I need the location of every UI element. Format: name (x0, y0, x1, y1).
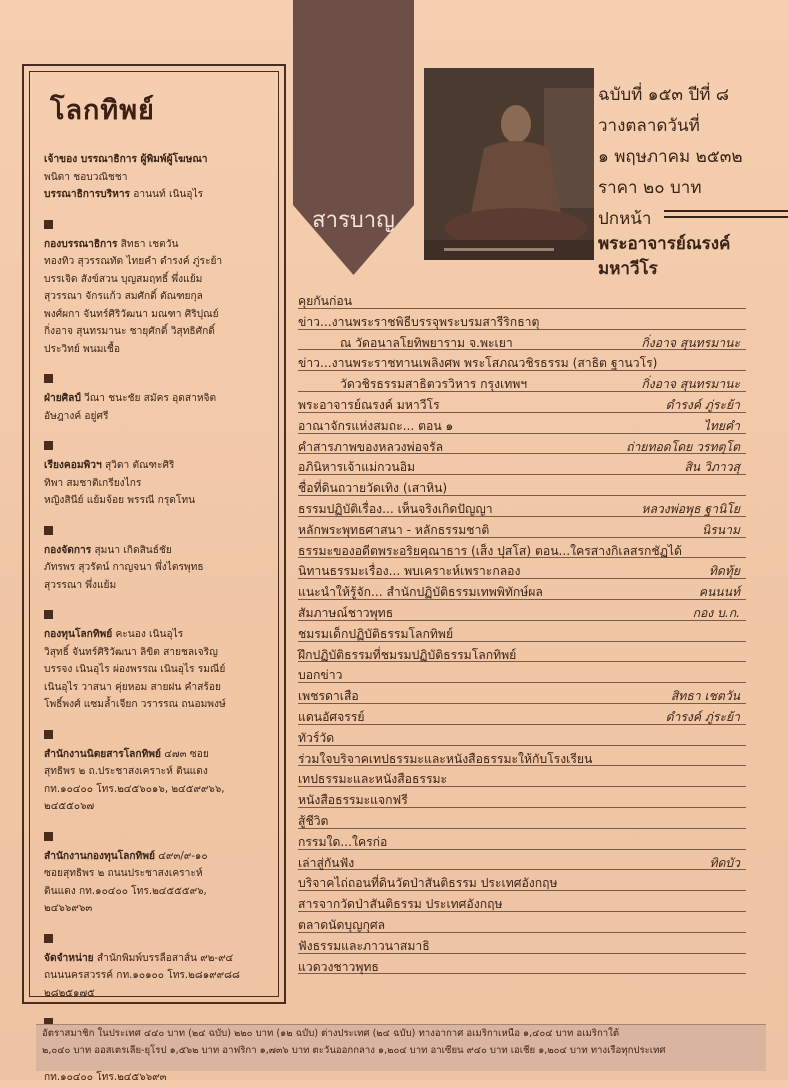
toc-title: สารจากวัดป่าสันติธรรม ประเทศอังกฤษ (298, 897, 503, 912)
masthead-names: สุวรรณา จักรแก้ว สมศักดิ์ ตัณฑยกุล (44, 291, 203, 302)
masthead-line (44, 967, 268, 985)
masthead-names: หญิงสินีย์ แย้มจ้อย พรรณี กรุดโทน (44, 495, 196, 506)
toc-author: นิรนาม (701, 522, 740, 537)
masthead-names: กิ่งอาจ สุนทรมานะ ชายุศักดิ์ วิสุทธิศักดิ์ (44, 326, 215, 337)
masthead-names: กท.๑๐๔๐๐ โทร.๒๔๕๖๖๙๓ (44, 1072, 167, 1083)
masthead-names: ๒๔๖๖๙๖๓ (44, 903, 93, 914)
section-marker (44, 220, 53, 229)
masthead-names: ๔๙๓/๙-๑๐ (154, 850, 208, 862)
issue-price: ราคา ๒๐ บาท (598, 178, 702, 198)
toc-title: ชมรมเด็กปฏิบัติธรรมโลกทิพย์ (298, 626, 454, 641)
subscription-rates (36, 1024, 766, 1071)
toc-title: ณ วัดอนาลโยทิพยาราม จ.พะเยา (340, 335, 513, 350)
toc-title: หลักพระพุทธศาสนา - หลักธรรมชาติ (298, 522, 490, 537)
masthead-line (44, 236, 268, 254)
masthead-names: คะนอง เนินอุไร (112, 629, 184, 640)
toc-leader-line (298, 682, 746, 683)
masthead-role: กองทุนโลกทิพย์ (44, 629, 113, 640)
toc-title: ข่าว...งานพระราชพิธีบรรจุพระบรมสารีริกธาตุ (298, 314, 540, 329)
masthead-names: ทองทิว สุวรรณทัต ไทยคำ ดำรงค์ ภู่ระย้า (44, 256, 223, 267)
toc-row (298, 311, 788, 332)
masthead-section (44, 829, 268, 918)
toc-title: ทัวร์วัด (298, 730, 335, 745)
masthead-names: ภัทรพร สุวรัตน์ กาญจนา พึ่งไตรพุทธ (44, 562, 204, 573)
masthead-line (44, 408, 268, 426)
cover-person-surname: มหาวีโร (598, 259, 658, 279)
toc-author: กอง บ.ก. (692, 605, 740, 620)
masthead-names: ถนนนครสวรรค์ กท.๑๐๑๐๐ โทร.๒๘๑๙๙๘๘ (44, 970, 240, 981)
toc-row (298, 831, 788, 852)
masthead-line (44, 492, 268, 510)
masthead-line (44, 577, 268, 595)
masthead-names: บรรเจิด สังข์สวน บุญสมฤทธิ์ พึ่งแย้ม (44, 273, 203, 285)
section-marker (44, 526, 53, 535)
toc-row (298, 519, 788, 540)
toc-author: สิทธา เชตวัน (670, 689, 740, 704)
masthead-line (44, 883, 268, 901)
masthead-line (44, 644, 268, 662)
toc-row (298, 852, 788, 873)
toc-title: เพชรดาเสือ (298, 689, 359, 704)
issue-number: ฉบับที่ ๑๕๓ ปีที่ ๘ (598, 85, 729, 105)
toc-row (298, 498, 788, 519)
toc-author: ทิดทุ้ย (708, 564, 740, 579)
toc-author: กิ่งอาจ สุนทรมานะ (641, 377, 740, 392)
masthead-line (44, 390, 268, 408)
toc-row (298, 540, 788, 561)
masthead-line (44, 475, 268, 493)
masthead-line (44, 900, 268, 918)
masthead-names: ซอยสุทธิพร ๒ ถนนประชาสงเคราะห์ (44, 868, 203, 879)
masthead-line (44, 186, 268, 204)
masthead-names: สำนักพิมพ์บรรลือสาส์น ๙๒-๙๔ (93, 952, 234, 964)
toc-author: ดำรงค์ ภู่ระย้า (665, 709, 740, 724)
toc-row (298, 415, 788, 436)
cover-person (598, 232, 730, 282)
masthead-role: สำนักงานนิตยสารโลกทิพย์ (44, 748, 161, 760)
masthead-section (44, 523, 268, 595)
toc-author: คนนนท์ (698, 585, 740, 600)
masthead-names: สุวิดา ตัณฑะศิริ (101, 460, 175, 471)
section-marker (44, 832, 53, 841)
toc-title: บอกข่าว (298, 668, 343, 683)
toc-title: คำสารภาพของหลวงพ่อจรัล (298, 439, 444, 454)
toc-leader-line (298, 828, 746, 829)
masthead-line (44, 661, 268, 679)
masthead-role: กองจัดการ (44, 544, 92, 556)
masthead-role: ฝ่ายศิลป์ (44, 393, 81, 404)
masthead-role: เจ้าของ บรรณาธิการ ผู้พิมพ์ผู้โฆษณา (44, 154, 208, 165)
toc-title: อาณาจักรแห่งสมถะ... ตอน ๑ (298, 418, 454, 433)
masthead-line (44, 323, 268, 341)
contents-title: สารบาญ (312, 208, 395, 233)
toc-row (298, 789, 788, 810)
masthead-box (22, 64, 286, 1083)
toc-leader-line (298, 308, 746, 309)
section-marker (44, 374, 53, 383)
toc-author: ถ่ายทอดโดย วรทตุโต (626, 439, 740, 454)
masthead-names: พงศ์ผกา จันทร์ศิริวัฒนา มณฑา ศิริปุณย์ (44, 308, 219, 320)
issue-release-label: วางตลาดวันที่ (598, 116, 700, 136)
masthead-line (44, 151, 268, 169)
masthead-sections (44, 151, 268, 1087)
toc-row (298, 810, 788, 831)
toc-row (298, 644, 788, 665)
masthead-line (44, 288, 268, 306)
masthead-line (44, 763, 268, 781)
masthead-line (44, 559, 268, 577)
masthead-role: เรียงคอมพิวฯ (44, 460, 102, 471)
masthead-names: ๒๘๒๕๑๗๕ (44, 987, 95, 999)
masthead-logo: โลกทิพย์ (50, 95, 155, 126)
masthead-names: ๔๗๓ ซอย (160, 748, 209, 760)
toc-row (298, 706, 788, 727)
toc-title: บริจาคไถ่ถอนที่ดินวัดป่าสันติธรรม ประเทศอังกฤษ (298, 876, 558, 891)
masthead-names: ดินแดง กท.๑๐๔๐๐ โทร.๒๔๕๕๕๙๖, (44, 885, 207, 897)
toc-row (298, 436, 788, 457)
issue-date: ๑ พฤษภาคม ๒๕๓๒ (598, 147, 743, 167)
masthead-names: บรรจง เนินอุไร ผ่องพรรณ เนินอุไร รมณีย์ (44, 664, 226, 675)
subscription-line-1: อัตราสมาชิก ในประเทศ ๔๔๐ บาท (๒๔ ฉบับ) ๒๒๐ บาท (๑๒ ฉบับ) ต่างประเทศ (๒๔ ฉบับ) ทางอากาศ อเมริกาเหนือ ๑,๔๐๔ บาท อเมริกาใต้ (42, 1028, 620, 1039)
masthead-names: ประวิทย์ พนมเชื้อ (44, 343, 120, 355)
masthead-line (44, 798, 268, 816)
section-marker (44, 441, 53, 450)
masthead-role: บรรณาธิการบริหาร (44, 189, 131, 200)
toc-title: เล่าสู่กันฟัง (298, 855, 355, 870)
toc-row (298, 456, 788, 477)
masthead-names: โพธิ์พงศ์ แซมล้ำเจียก วรารรณ ถนอมพงษ์ (44, 699, 226, 710)
masthead-line (44, 781, 268, 799)
cover-rule-bottom (664, 216, 788, 218)
masthead-names: ทิพา สมชาติเกรียงไกร (44, 477, 142, 489)
toc-title: ชื่อที่ดินถวายวัดเทิง (เสาหิน) (298, 481, 448, 496)
toc-row (298, 914, 788, 935)
masthead-role: กองบรรณาธิการ (44, 238, 118, 250)
masthead-names: วีณา ชนะชัย สมัคร อุดสาหจิต (80, 393, 217, 404)
toc-title: แดนอัศจรรย์ (298, 709, 365, 724)
toc-title: เทปธรรมะและหนังสือธรรมะ (298, 772, 448, 787)
section-marker (44, 610, 53, 619)
masthead-line (44, 1069, 268, 1087)
toc-title: คุยกันก่อน (298, 294, 353, 308)
masthead-line (44, 985, 268, 1003)
toc-leader-line (298, 869, 746, 870)
toc-author: สิน วิภาวสุ (684, 460, 740, 475)
masthead-names: อานนท์ เนินอุไร (130, 189, 204, 200)
toc-row (298, 602, 788, 623)
masthead-names: สุวรรณา พึ่งแย้ม (44, 579, 117, 591)
monk-photo (424, 68, 594, 260)
cover-image (424, 68, 594, 260)
masthead-names: อัษฎางค์ อยู่ศรี (44, 410, 109, 422)
cover-caption-bar (444, 248, 554, 251)
toc-row (298, 581, 788, 602)
toc-leader-line (298, 745, 746, 746)
toc-row (298, 768, 788, 789)
masthead-section (44, 371, 268, 425)
toc-author: กิ่งอาจ สุนทรมานะ (641, 335, 740, 350)
table-of-contents (298, 290, 788, 976)
masthead-names: สุมนา เกิดสินธ์ชัย (91, 544, 172, 556)
toc-row (298, 477, 788, 498)
toc-row (298, 373, 788, 394)
toc-title: สัมภาษณ์ชาวพุทธ (298, 605, 394, 620)
toc-title: ตลาดนัดบุญกุศล (298, 917, 386, 932)
toc-title: แวดวงชาวพุทธ (298, 959, 379, 974)
toc-author: ไทยคำ (703, 418, 740, 433)
toc-title: ข่าว...งานพระราชทานเพลิงศพ พระโสภณวชิรธรรม (สาธิต ฐานวโร) (298, 356, 658, 371)
masthead-line (44, 848, 268, 866)
toc-title: ฝึกปฏิบัติธรรมที่ชมรมปฏิบัติธรรมโลกทิพย์ (298, 647, 517, 662)
toc-title: อภินิหารเจ้าแม่กวนอิม (298, 460, 416, 475)
toc-author: ดำรงค์ ภู่ระย้า (665, 397, 740, 412)
section-marker (44, 934, 53, 943)
toc-row (298, 623, 788, 644)
toc-row (298, 727, 788, 748)
toc-author: หลวงพ่อพุธ ฐานิโย (641, 501, 740, 516)
toc-row (298, 352, 788, 373)
masthead-role: สำนักงานกองทุนโลกทิพย์ (44, 850, 155, 862)
toc-title: ฟังธรรมและภาวนาสมาธิ (298, 938, 430, 953)
toc-row (298, 748, 788, 769)
section-marker (44, 730, 53, 739)
masthead-names: สิทธา เชตวัน (117, 238, 179, 250)
masthead-line (44, 542, 268, 560)
masthead-line (44, 950, 268, 968)
masthead-names: พนิดา ชอบวณิชชา (44, 171, 128, 183)
toc-title: ธรรมะของอดีตพระอริยคุณาธาร (เส็ง ปุสโส) ตอน...ใครสางกิเลสรกชัฏได้ (298, 543, 682, 558)
toc-row (298, 685, 788, 706)
subscription-line-2: ๒,๐๔๐ บาท ออสเตรเลีย-ยุโรป ๑,๕๖๒ บาท อาฟริกา ๑,๗๓๖ บาท ตะวันออกกลาง ๑,๒๐๔ บาท อาเซียน ๙๔๐ บาท เอเชีย ๑,๒๐๔ บาท ทางเรือทุกประเทศ (42, 1045, 666, 1056)
masthead-line (44, 169, 268, 187)
masthead-inner (29, 71, 279, 1083)
toc-title: วัดวชิรธรรมสาธิตวรวิหาร กรุงเทพฯ (340, 377, 528, 392)
masthead-section (44, 151, 268, 204)
toc-title: หนังสือธรรมะแจกฟรี (298, 793, 408, 808)
masthead-line (44, 865, 268, 883)
masthead-names: กท.๑๐๔๐๐ โทร.๒๔๕๖๐๑๖, ๒๔๕๙๙๖๖, (44, 783, 225, 795)
cover-label: ปกหน้า (598, 209, 652, 229)
toc-row (298, 872, 788, 893)
masthead-section (44, 931, 268, 1003)
masthead-names: สุทธิพร ๒ ถ.ประชาสงเคราะห์ ดินแดง (44, 766, 208, 777)
masthead-line (44, 341, 268, 359)
masthead-line (44, 746, 268, 764)
masthead-section (44, 438, 268, 510)
masthead-line (44, 679, 268, 697)
masthead-names: ๒๔๕๕๐๖๗ (44, 801, 95, 812)
masthead-names: วิสุทธิ์ จันทร์ศิริวัฒนา ลิขิต สายชลเจริญ (44, 646, 218, 658)
toc-row (298, 560, 788, 581)
masthead-section (44, 217, 268, 359)
masthead-section (44, 607, 268, 714)
masthead-section (44, 727, 268, 816)
masthead-line (44, 271, 268, 289)
toc-title: กรรมใด...ใครก่อ (298, 834, 388, 849)
toc-title: พระอาจารย์ณรงค์ มหาวีโร (298, 397, 440, 412)
masthead-names: เนินอุไร วาสนา คุ่ยหอม สายฝน คำสร้อย (44, 681, 221, 693)
toc-row (298, 956, 788, 977)
toc-title: แนะนำให้รู้จัก... สำนักปฏิบัติธรรมเทพพิทักษ์ผล (298, 585, 543, 600)
toc-row (298, 394, 788, 415)
toc-row (298, 290, 788, 311)
cover-rule-top (664, 210, 788, 212)
toc-title: ธรรมปฏิบัติเรื่อง... เห็นจริงเกิดปัญญา (298, 501, 493, 516)
toc-title: ร่วมใจบริจาคเทปธรรมะและหนังสือธรรมะให้กับโรงเรียน (298, 751, 593, 766)
toc-row (298, 664, 788, 685)
toc-author: ทิดบัว (709, 855, 740, 870)
masthead-role: จัดจำหน่าย (44, 952, 94, 964)
toc-row (298, 893, 788, 914)
masthead-line (44, 626, 268, 644)
masthead-line (44, 306, 268, 324)
cover-person-name: พระอาจารย์ณรงค์ (598, 234, 731, 254)
toc-row (298, 332, 788, 353)
toc-row (298, 935, 788, 956)
masthead-line (44, 253, 268, 271)
masthead-line (44, 457, 268, 475)
toc-title: นิทานธรรมะเรื่อง... พบเคราะห์เพราะกลอง (298, 564, 521, 579)
masthead-line (44, 696, 268, 714)
toc-title: สู้ชีวิต (298, 813, 329, 828)
